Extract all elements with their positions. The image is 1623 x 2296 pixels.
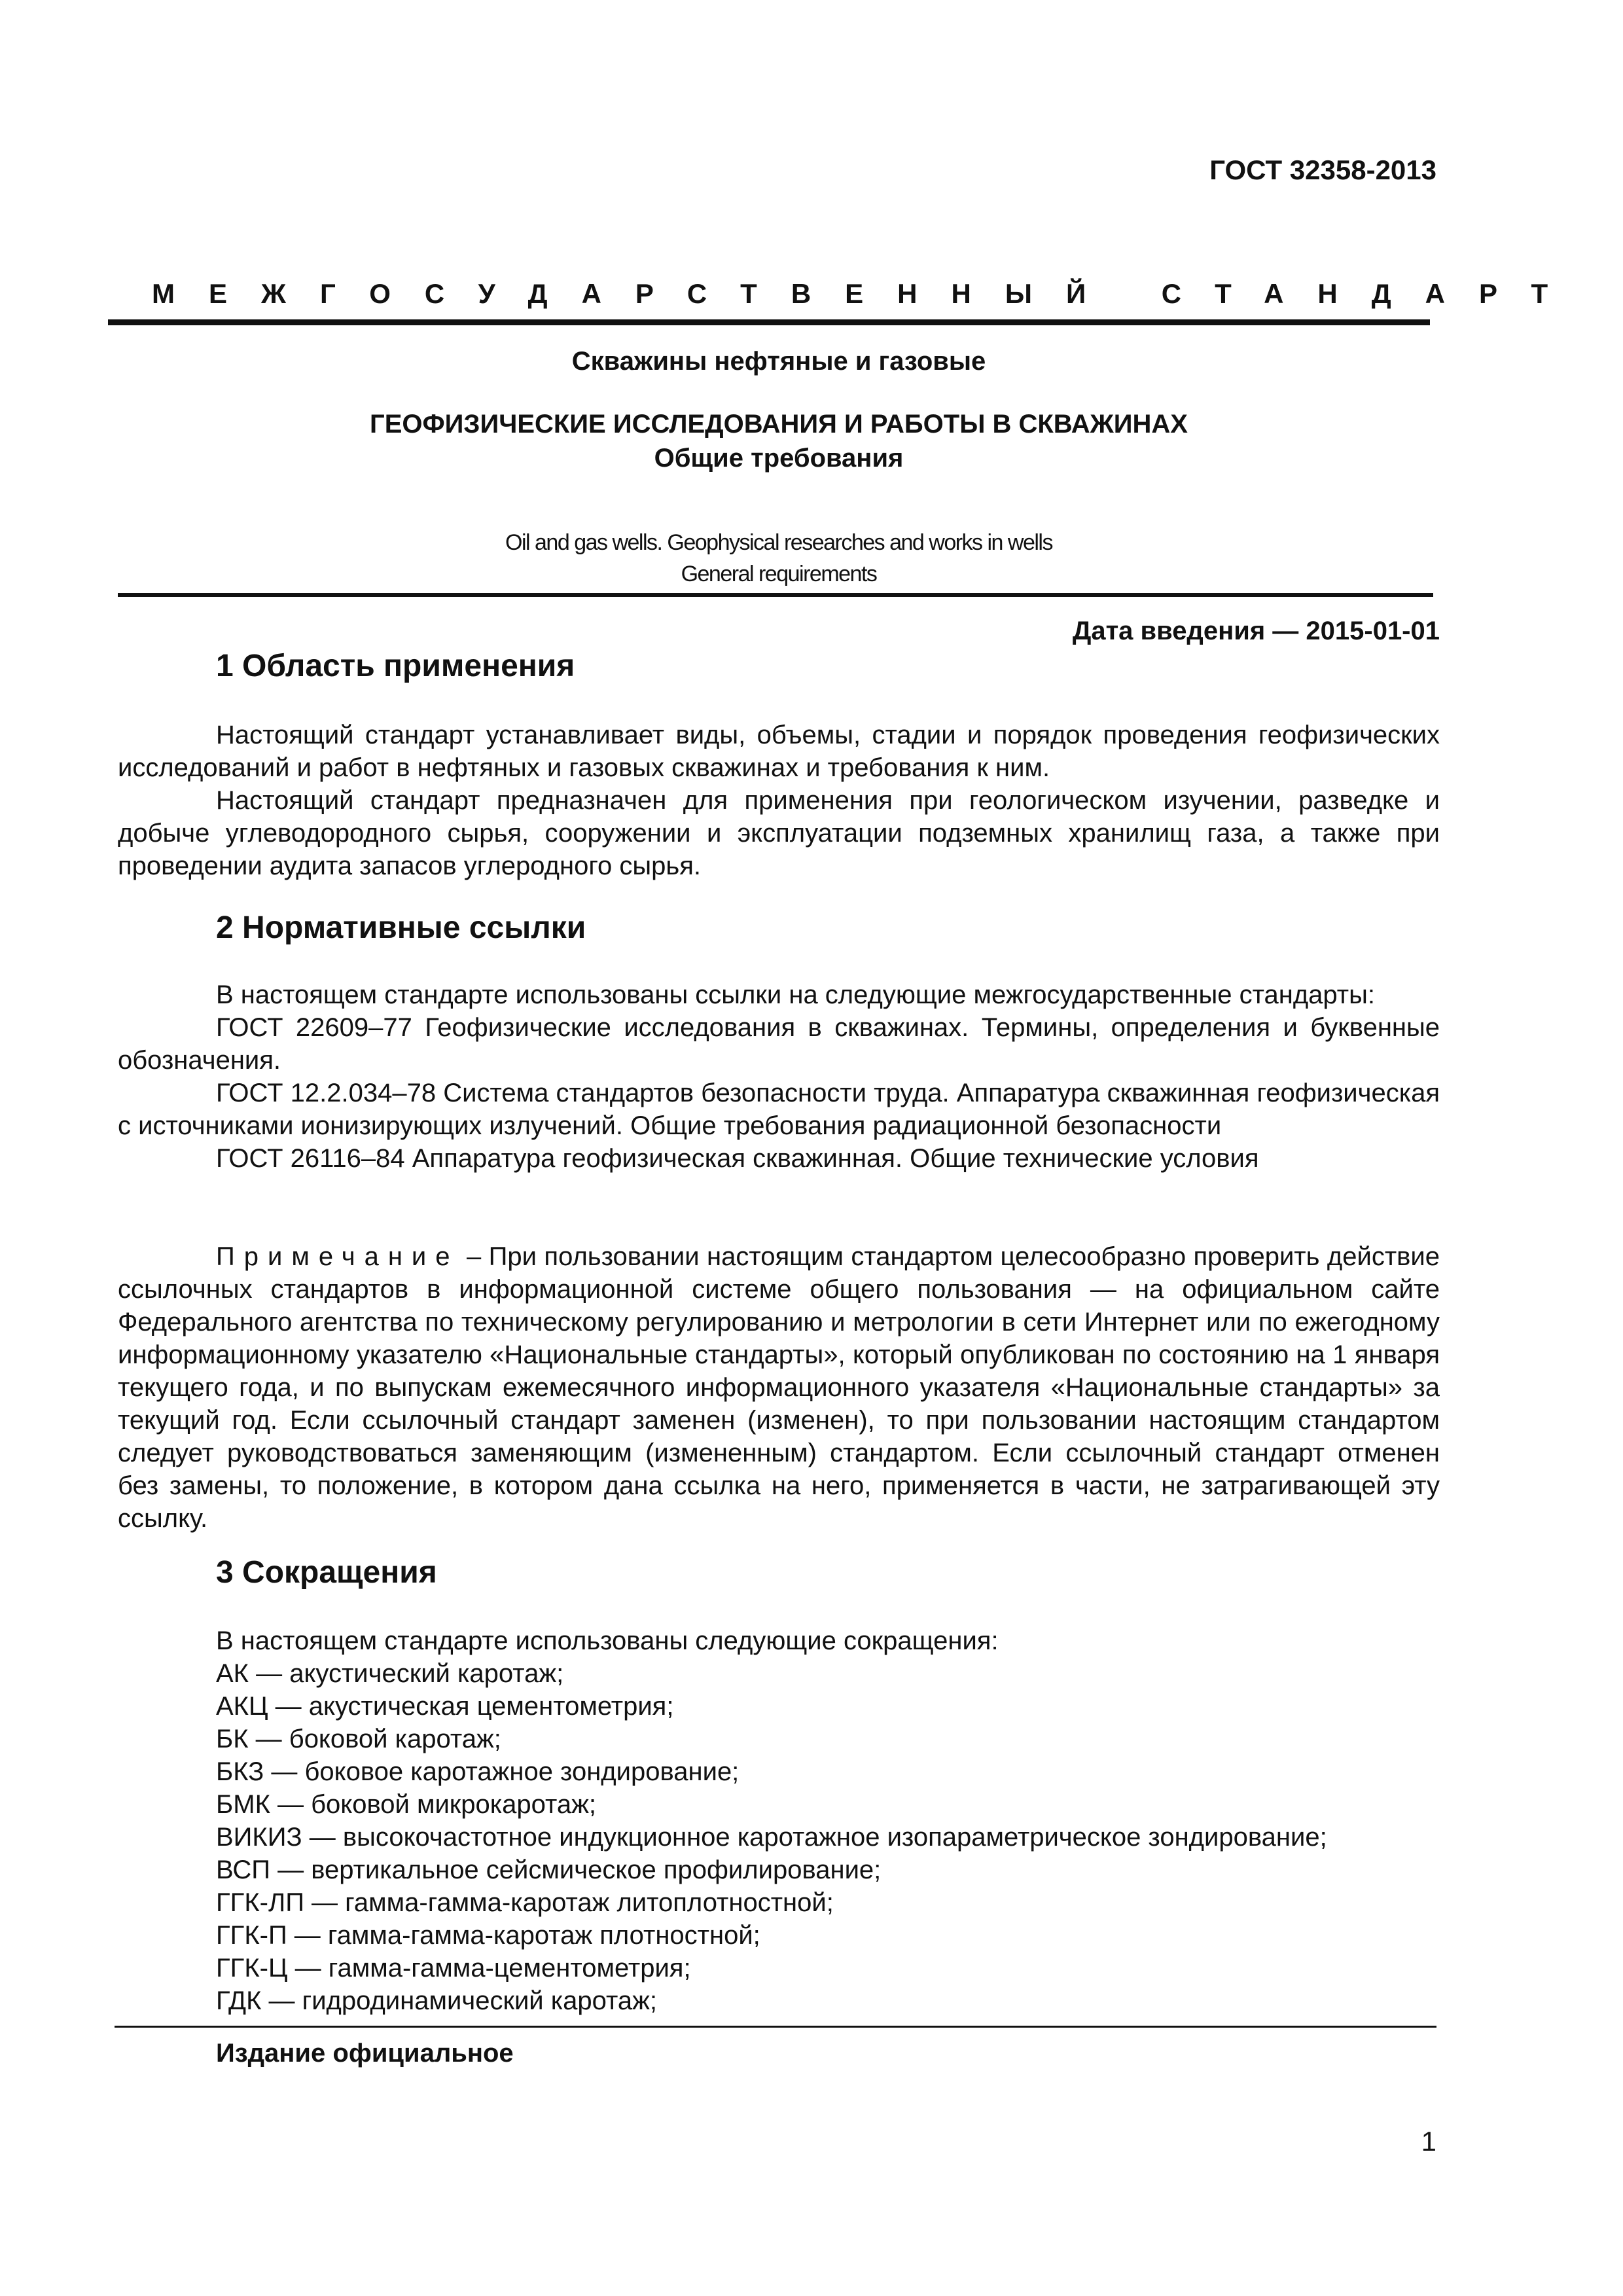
page-number: 1 [1421,2126,1436,2157]
section-1-body [118,719,1440,882]
english-title-line1: Oil and gas wells. Geophysical researches and works in wells [505,530,1052,555]
abbreviation-item: ВСП — вертикальное сейсмическое профилирование; [216,1856,882,1884]
section-1-paragraph-1: Настоящий стандарт устанавливает виды, объемы, стадии и порядок проведения геофизических исследований и работ в нефтяных и газовых скважинах и требования к ним. [118,721,1440,782]
section-1-paragraph-2: Настоящий стандарт предназначен для применения при геологическом изучении, разведке и добыче углеводородного сырья, сооружении и эксплуатации подземных хранилищ газа, а также при проведении аудита запасов углеродного сырья. [118,786,1440,880]
document-code: ГОСТ 32358-2013 [1209,154,1436,185]
abbreviation-item: БКЗ — боковое каротажное зондирование; [216,1757,740,1786]
title-rule [118,593,1433,597]
footer-rule [115,2026,1436,2028]
abbreviation-item: ГГК-ЛП — гамма-гамма-каротаж литоплотностной; [216,1888,834,1917]
english-title [118,527,1440,590]
note-label: Примечание [216,1242,459,1271]
abbreviation-item: ГГК-Ц — гамма-гамма-цементометрия; [216,1954,691,1982]
edition-label: Издание официальное [216,2039,514,2068]
abbreviation-item: БМК — боковой микрокаротаж; [216,1790,597,1819]
section-2-note [118,1240,1440,1535]
section-1-heading: 1 Область применения [216,649,575,683]
section-2-intro: В настоящем стандарте использованы ссылки на следующие межгосударственные стандарты: [216,980,1375,1009]
banner-rule [108,319,1430,325]
standard-banner: МЕЖГОСУДАРСТВЕННЫЙ СТАНДАРТ [152,278,1582,309]
document-subtitle: Скважины нефтяные и газовые [571,347,986,376]
abbreviations-list [216,1657,1327,2017]
section-3-heading: 3 Сокращения [216,1555,437,1590]
abbreviation-item: АКЦ — акустическая цементометрия; [216,1692,674,1721]
abbreviation-item: ГГК-П — гамма-гамма-каротаж плотностной; [216,1921,760,1950]
section-2-body [118,978,1440,1175]
document-title [118,407,1440,475]
document-title-main: ГЕОФИЗИЧЕСКИЕ ИССЛЕДОВАНИЯ И РАБОТЫ В СКВАЖИНАХ [370,410,1188,439]
section-3-intro: В настоящем стандарте использованы следующие сокращения: [216,1626,999,1655]
reference-item: ГОСТ 12.2.034–78 Система стандартов безопасности труда. Аппаратура скважинная геофизическая с источниками ионизирующих излучений. Общие требования радиационной безопасности [118,1079,1440,1140]
abbreviation-item: ВИКИЗ — высокочастотное индукционное каротажное изопараметрическое зондирование; [216,1823,1327,1852]
introduction-date: Дата введения — 2015-01-01 [1072,617,1440,645]
english-title-line2: General requirements [681,562,877,586]
reference-item: ГОСТ 22609–77 Геофизические исследования в скважинах. Термины, определения и буквенные обозначения. [118,1013,1440,1075]
abbreviation-item: АК — акустический каротаж; [216,1659,564,1688]
abbreviation-item: ГДК — гидродинамический каротаж; [216,1986,657,2015]
reference-item: ГОСТ 26116–84 Аппаратура геофизическая скважинная. Общие технические условия [216,1144,1259,1173]
abbreviation-item: БК — боковой каротаж; [216,1725,501,1753]
note-text: – При пользовании настоящим стандартом целесообразно проверить действие ссылочных стандартов в информационной системе общего пользования — на официальном сайте Федерального агентства по техническому регулированию и метрологии в сети Интернет или по ежегодному информационному указателю «Национальные стандарты», который опубликован по состоянию на 1 января текущего года, и по выпускам ежемесячного информационного указателя «Национальные стандарты» за текущий год. Если ссылочный стандарт заменен (изменен), то при пользовании настоящим стандартом следует руководствоваться заменяющим (измененным) стандартом. Если ссылочный стандарт отменен без замены, то положение, в котором дана ссылка на него, применяется в части, не затрагивающей эту ссылку. [118,1242,1440,1533]
section-2-heading: 2 Нормативные ссылки [216,910,586,945]
document-title-sub: Общие требования [654,444,904,473]
note-paragraph [118,1240,1440,1535]
